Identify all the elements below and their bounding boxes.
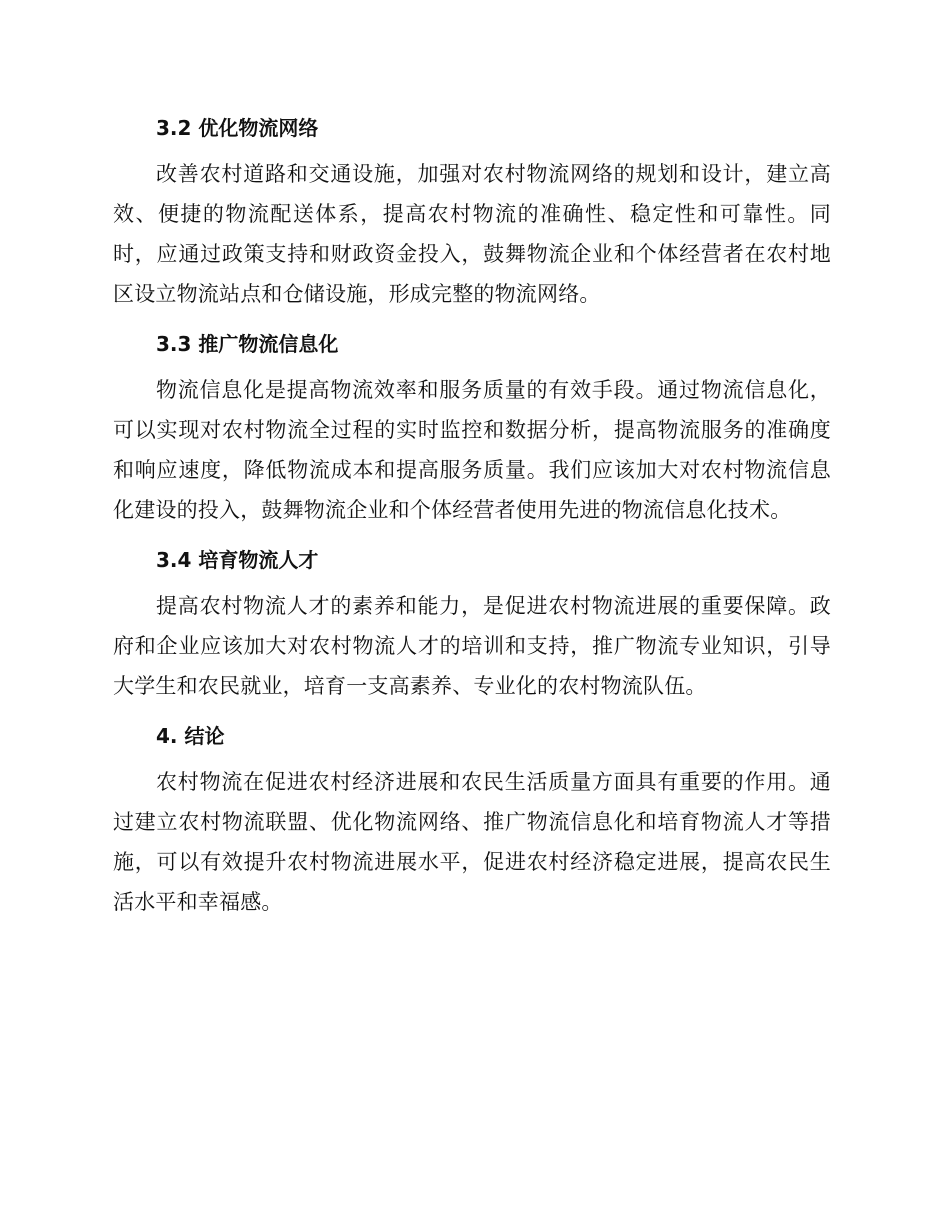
document-body xyxy=(113,108,831,932)
section-heading-3-2: 3.2 优化物流网络 xyxy=(156,116,319,140)
section-heading-3-4: 3.4 培育物流人才 xyxy=(156,548,319,572)
section-paragraph-3-3: 物流信息化是提高物流效率和服务质量的有效手段。通过物流信息化，可以实现对农村物流全过程的实时监控和数据分析，提高物流服务的准确度和响应速度，降低物流成本和提高服务质量。我们应该加大对农村物流信息化建设的投入，鼓舞物流企业和个体经营者使用先进的物流信息化技术。 xyxy=(113,378,831,522)
section-heading-conclusion: 4. 结论 xyxy=(156,724,225,748)
section-paragraph-conclusion: 农村物流在促进农村经济进展和农民生活质量方面具有重要的作用。通过建立农村物流联盟、优化物流网络、推广物流信息化和培育物流人才等措施，可以有效提升农村物流进展水平，促进农村经济稳定进展，提高农民生活水平和幸福感。 xyxy=(113,770,831,914)
section-heading-3-3: 3.3 推广物流信息化 xyxy=(156,332,339,356)
section-paragraph-3-4: 提高农村物流人才的素养和能力，是促进农村物流进展的重要保障。政府和企业应该加大对农村物流人才的培训和支持，推广物流专业知识，引导大学生和农民就业，培育一支高素养、专业化的农村物流队伍。 xyxy=(113,594,831,698)
section-paragraph-3-2: 改善农村道路和交通设施，加强对农村物流网络的规划和设计，建立高效、便捷的物流配送体系，提高农村物流的准确性、稳定性和可靠性。同时，应通过政策支持和财政资金投入，鼓舞物流企业和个体经营者在农村地区设立物流站点和仓储设施，形成完整的物流网络。 xyxy=(113,162,831,306)
